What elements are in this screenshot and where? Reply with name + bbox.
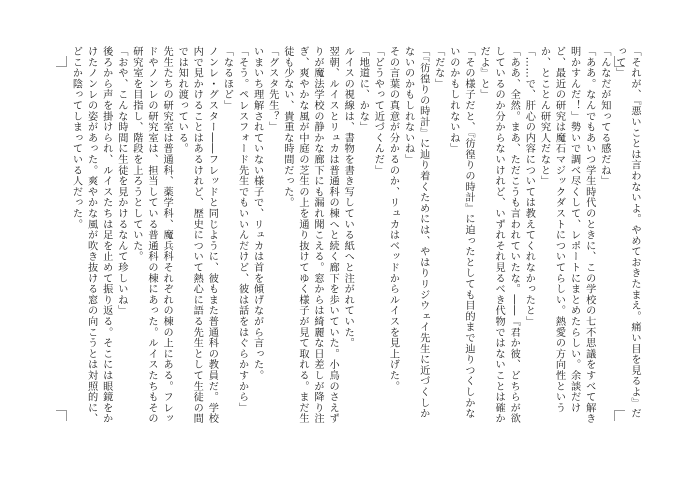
paragraph: 「どうやって近づくんだ」 <box>372 46 384 176</box>
paragraph: いまいち理解されていない様子で、リュカは首を傾げながら言った。 <box>251 46 263 381</box>
paragraph: ルイスの視線は、書物を書き写している紙へと注がれていた。 <box>342 46 354 349</box>
paragraph: 「地道に、かな」 <box>357 46 369 133</box>
paragraph: 翌朝、ルイスとリュカは普通科の棟へと続く廊下を歩いていた。小鳥のさえずりが魔法学校の静かな廊下にも漏れ聞こえる。窓からは綺麗な日差しが降り注ぎ、爽やかな風が中庭の芝生の上を通り抜けてゆく様子が見て取れる。まだ生徒も少ない、貴重な時間だった。 <box>281 46 339 424</box>
paragraph: 「グスタ先生？」 <box>266 46 278 133</box>
paragraph: その言葉の真意が分かるのか、リュカはベッドからルイスを見上げた。 <box>387 46 399 392</box>
paragraph: 「その様子だと、『彷徨りの時計』に迫ったとしても目的まで辿りつくしかないのかもしれないね」 <box>447 46 474 419</box>
paragraph: 「……で、肝心の内容については教えてくれなかったと」 <box>523 46 535 327</box>
paragraph: 「おや、こんな時間に生徒を見かけるなんて珍しいね」 <box>115 46 127 316</box>
paragraph: 「なるほど」 <box>221 46 233 111</box>
paragraph: 「だな」 <box>432 46 444 90</box>
paragraph: 「『彷徨りの時計』に辿り着くためには、やはりリジウェイ先生に近づくしかないのかもしれないね」 <box>402 46 429 419</box>
paragraph: 「それが、『悪いことは言わないよ。やめておきたまえ。痛い目を見るよ』だって」 <box>613 46 640 419</box>
paragraph: 後ろから声を掛けられ、ルイスたちは足を止めて振り返る。そこには眼鏡をかけたノンレの姿があった。爽やかな風が吹き抜ける窓の向こうとは対照的に、どこか陰ってしまっている人だった。 <box>70 46 112 424</box>
paragraph: 「そう。ペレスフォード先生でもいいんだけど、彼は話をはぐらかすから」 <box>236 46 248 414</box>
paragraph: 「ああ、全然。まあ、ただこうも言われていたな。――『君か彼、どちらが欲しているのか分からないけれど、いずれそれ見るべき代物ではないことは確かだよ』と」 <box>478 46 520 424</box>
paragraph: 「ああ。なんでもあいつ学生時代のときに、この学校の七不思議をすべて解き明かすんだ！」勢いで調べ尽くして、レポートにまとめたらしい。余談だけど、最近の研究は魔石マジックダストについてらしい。熱愛の方向性というか、とことん研究人だなと」 <box>538 46 595 424</box>
paragraph: ノンレ・グスター――フレッドと同じように、彼もまた普通科の教員だ。学校内で見かけることはあるけれど、歴史について熱心に語る先生として生徒の間では知れ渡っている。 <box>176 46 218 424</box>
paragraph: 先生たちの研究室は普通科、薬学科、魔兵科それぞれの棟の上にある。フレッドやノンレの研究室は、担当している普通科の棟にあった。ルイスたちもその研究室を目指し、階段を上ろうとしていた。 <box>130 46 173 424</box>
vertical-body-text <box>64 46 642 426</box>
paragraph: 「んなだが知ってる感だね」 <box>598 46 610 187</box>
